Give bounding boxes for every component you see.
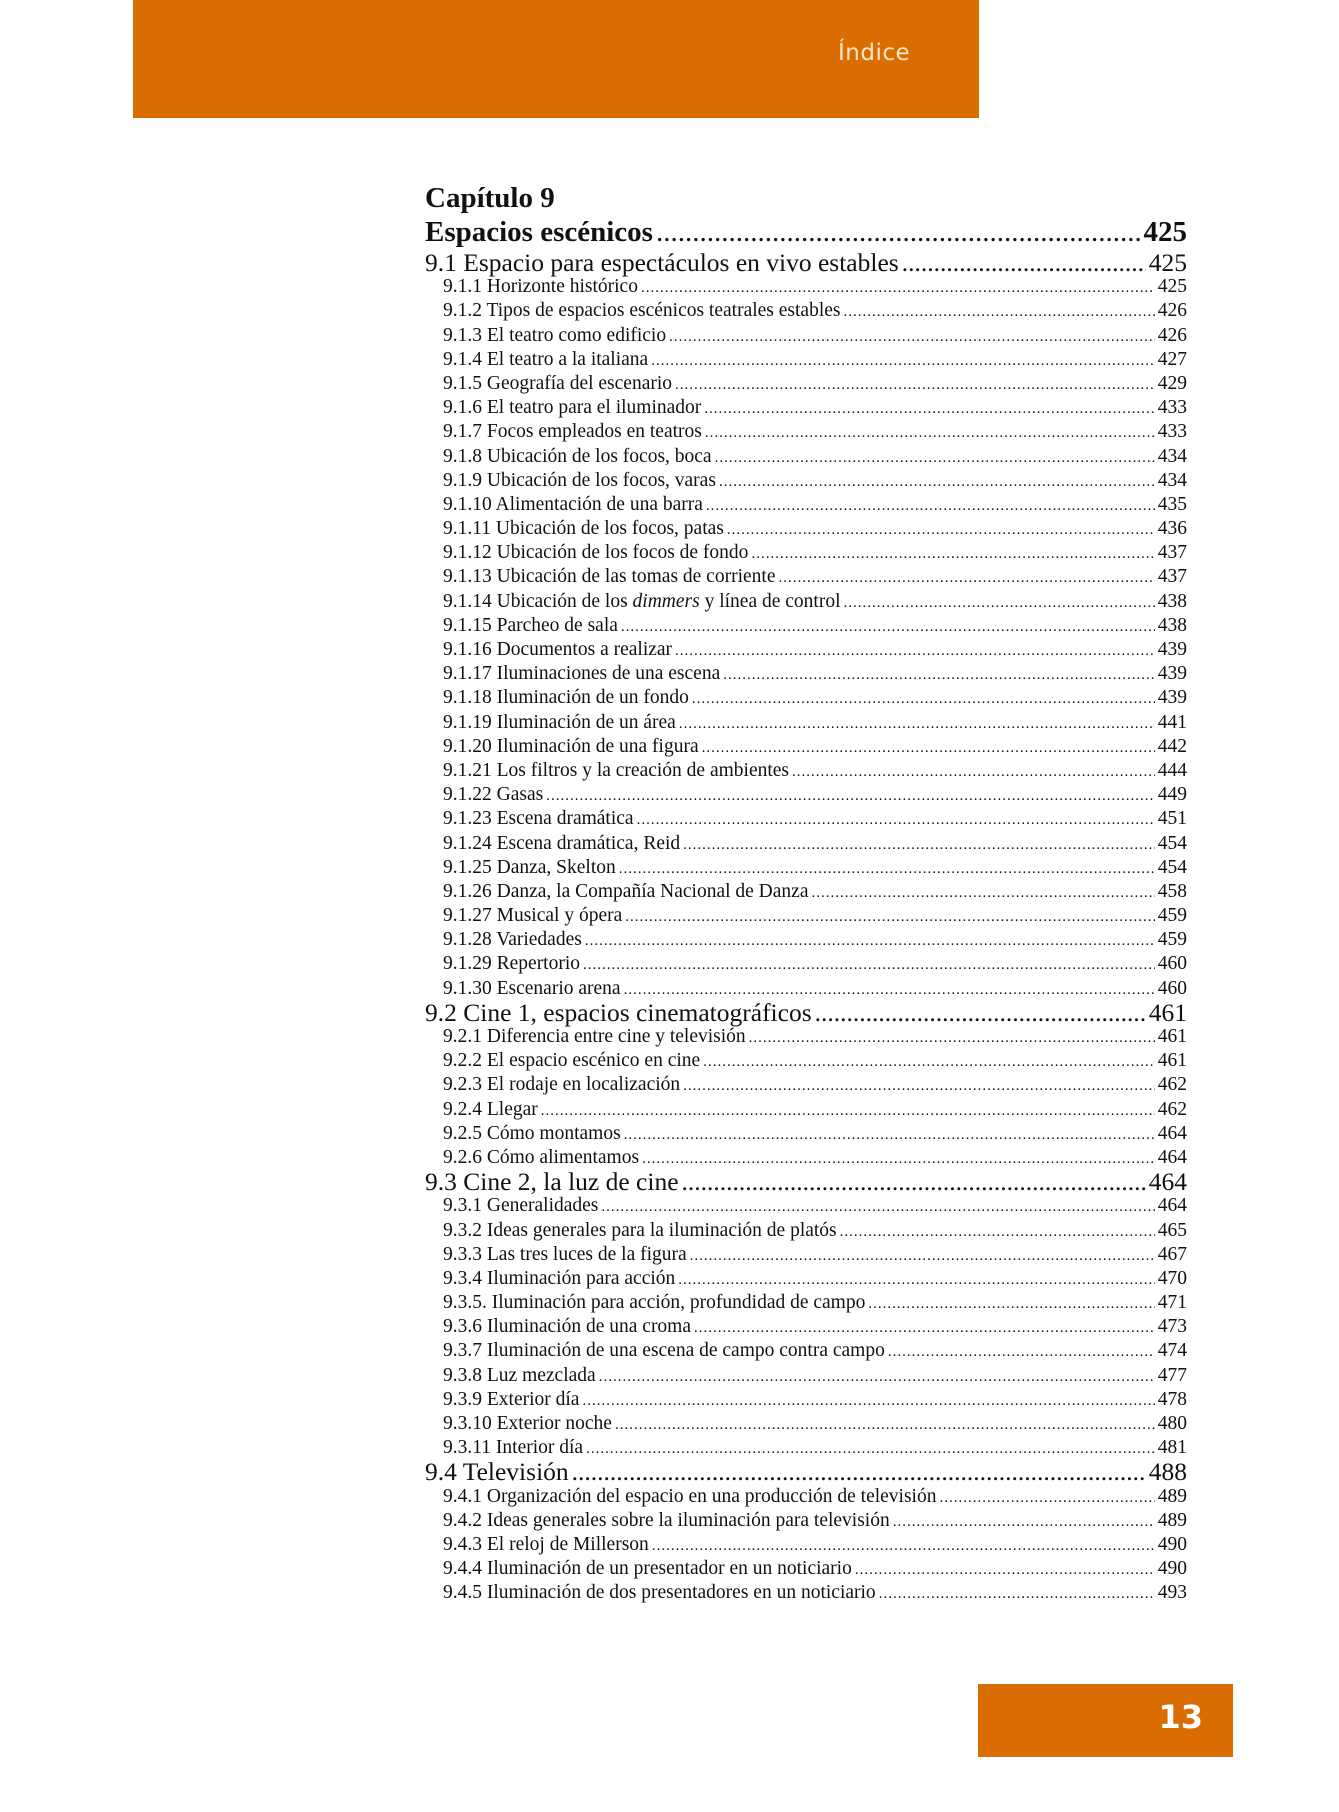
toc-entry[interactable] xyxy=(425,807,1187,831)
toc-entry[interactable] xyxy=(425,324,1187,348)
dot-leader xyxy=(690,1244,1155,1268)
toc-entry-page: 460 xyxy=(1157,953,1187,975)
dot-leader xyxy=(678,1268,1154,1292)
toc-entry[interactable] xyxy=(425,662,1187,686)
dot-leader xyxy=(546,784,1155,808)
toc-entry-page: 464 xyxy=(1157,1195,1187,1217)
toc-entry[interactable] xyxy=(425,952,1187,976)
toc-entry-title: 9.1.4 El teatro a la italiana xyxy=(443,348,649,370)
toc-entry-page: 470 xyxy=(1157,1267,1187,1289)
dot-leader xyxy=(879,1582,1155,1606)
table-of-contents xyxy=(425,180,1187,1606)
toc-entry-title-part: y línea de control xyxy=(699,590,841,612)
toc-entry-page: 490 xyxy=(1157,1558,1187,1580)
toc-entry[interactable] xyxy=(425,1194,1187,1218)
toc-entry-page: 425 xyxy=(1143,216,1187,248)
dot-leader xyxy=(703,1050,1155,1074)
toc-entry-page: 458 xyxy=(1157,880,1187,902)
dot-leader xyxy=(778,566,1154,590)
toc-entry-title-part: 9.1.14 Ubicación de los xyxy=(443,590,633,612)
dot-leader xyxy=(637,808,1155,832)
toc-entry-title: 9.4.1 Organización del espacio en una producción de televisión xyxy=(443,1485,937,1507)
toc-entry-title: 9.4.5 Iluminación de dos presentadores en un noticiario xyxy=(443,1582,876,1604)
toc-entry[interactable] xyxy=(425,420,1187,444)
dot-leader xyxy=(624,1123,1155,1147)
dot-leader xyxy=(704,397,1154,421)
toc-entry-title: 9.1.29 Repertorio xyxy=(443,953,581,975)
toc-entry[interactable] xyxy=(425,1388,1187,1412)
toc-entry-title: 9.1.21 Los filtros y la creación de ambientes xyxy=(443,759,790,781)
dot-leader xyxy=(893,1510,1155,1534)
toc-entry[interactable] xyxy=(425,1219,1187,1243)
dot-leader xyxy=(656,216,1141,249)
toc-entry-title: 9.1.5 Geografía del escenario xyxy=(443,372,673,394)
toc-entry-title: 9.2 Cine 1, espacios cinematográficos xyxy=(425,997,812,1027)
toc-entry[interactable] xyxy=(425,469,1187,493)
toc-entry-title: 9.1.19 Iluminación de un área xyxy=(443,711,676,733)
dot-leader xyxy=(683,1074,1155,1098)
dot-leader xyxy=(815,1001,1146,1025)
toc-entry-page: 449 xyxy=(1157,784,1187,806)
toc-entry-page: 464 xyxy=(1148,1167,1187,1197)
toc-entry-page: 454 xyxy=(1157,856,1187,878)
toc-entry-page: 489 xyxy=(1157,1509,1187,1531)
toc-entry[interactable] xyxy=(425,396,1187,420)
toc-entry-title: 9.1.7 Focos empleados en teatros xyxy=(443,421,702,443)
toc-entry-page: 425 xyxy=(1148,248,1187,277)
toc-entry[interactable] xyxy=(425,1412,1187,1436)
toc-entry-page: 467 xyxy=(1157,1243,1187,1265)
toc-entry-page: 459 xyxy=(1157,905,1187,927)
toc-entry-page: 489 xyxy=(1157,1485,1187,1507)
dot-leader xyxy=(615,1413,1155,1437)
toc-entry[interactable] xyxy=(425,614,1187,638)
toc-entry-page: 435 xyxy=(1157,493,1187,515)
dot-leader xyxy=(705,421,1155,445)
toc-entry-page: 436 xyxy=(1157,518,1187,540)
toc-entry-title: 9.1.26 Danza, la Compañía Nacional de Danza xyxy=(443,880,809,902)
toc-entry-page: 438 xyxy=(1157,614,1187,636)
toc-entry[interactable] xyxy=(425,1339,1187,1363)
toc-entry-page: 441 xyxy=(1157,711,1187,733)
toc-entry-title: 9.1.1 Horizonte histórico xyxy=(443,276,638,298)
dot-leader xyxy=(682,1170,1146,1194)
toc-entry-title: 9.2.1 Diferencia entre cine y televisión xyxy=(443,1026,746,1047)
toc-entry[interactable] xyxy=(425,541,1187,565)
toc-entry-page: 427 xyxy=(1157,348,1187,370)
toc-entry-title: 9.1.20 Iluminación de una figura xyxy=(443,735,699,757)
toc-entry-title: 9.1.15 Parcheo de sala xyxy=(443,614,618,636)
toc-entry[interactable] xyxy=(425,1315,1187,1339)
toc-entry-page: 464 xyxy=(1157,1122,1187,1144)
dot-leader xyxy=(642,1147,1155,1171)
toc-entry[interactable] xyxy=(425,904,1187,928)
toc-entry-page: 438 xyxy=(1157,590,1187,612)
toc-entry-page: 429 xyxy=(1157,372,1187,394)
toc-entry-title: 9.3.11 Interior día xyxy=(443,1437,584,1459)
toc-entry-title: 9.3.2 Ideas generales para la iluminación de platós xyxy=(443,1219,837,1241)
toc-entry[interactable] xyxy=(425,783,1187,807)
toc-entry[interactable] xyxy=(425,856,1187,880)
dot-leader xyxy=(675,373,1155,397)
dot-leader xyxy=(723,663,1155,687)
dot-leader xyxy=(719,470,1155,494)
toc-entry-page: 461 xyxy=(1157,1050,1187,1072)
toc-entry[interactable] xyxy=(425,1533,1187,1557)
toc-entry[interactable] xyxy=(425,1457,1187,1487)
dot-leader xyxy=(939,1486,1154,1510)
toc-entry-title: 9.1.13 Ubicación de las tomas de corriente xyxy=(443,566,776,588)
page-number: 13 xyxy=(1158,1698,1203,1736)
page-number-tab xyxy=(978,1684,1233,1757)
toc-entry-page: 434 xyxy=(1157,445,1187,467)
toc-entry-title: 9.1.17 Iluminaciones de una escena xyxy=(443,663,721,685)
toc-entry-page: 459 xyxy=(1157,929,1187,951)
toc-entry[interactable] xyxy=(425,590,1187,614)
toc-entry-title: 9.1.25 Danza, Skelton xyxy=(443,856,616,878)
toc-entry[interactable] xyxy=(425,1557,1187,1581)
dot-leader xyxy=(599,1365,1155,1389)
toc-entry-title: 9.2.2 El espacio escénico en cine xyxy=(443,1050,701,1072)
toc-entry[interactable] xyxy=(425,372,1187,396)
toc-entry-title: 9.4.4 Iluminación de un presentador en un noticiario xyxy=(443,1558,852,1580)
dot-leader xyxy=(572,1460,1146,1484)
dot-leader xyxy=(601,1195,1154,1219)
toc-entry-title: 9.2.3 El rodaje en localización xyxy=(443,1074,681,1096)
toc-entry-title: 9.3.3 Las tres luces de la figura xyxy=(443,1243,687,1265)
dot-leader xyxy=(621,615,1155,639)
dot-leader xyxy=(625,905,1154,929)
toc-entry-page: 434 xyxy=(1157,469,1187,491)
toc-entry-title: 9.1 Espacio para espectáculos en vivo estables xyxy=(425,248,899,277)
toc-entry-title: 9.3.1 Generalidades xyxy=(443,1195,599,1217)
toc-entry-page: 451 xyxy=(1157,808,1187,830)
toc-entry[interactable] xyxy=(425,1167,1187,1197)
dot-leader xyxy=(641,276,1155,300)
dot-leader xyxy=(651,349,1155,373)
toc-entry[interactable] xyxy=(425,1291,1187,1315)
dot-leader xyxy=(582,1389,1154,1413)
toc-entry[interactable] xyxy=(425,880,1187,904)
dot-leader xyxy=(749,1026,1155,1050)
dot-leader xyxy=(669,325,1155,349)
toc-entry-title: 9.2.4 Llegar xyxy=(443,1098,538,1120)
toc-entry-title: Espacios escénicos xyxy=(425,216,653,248)
dot-leader xyxy=(811,881,1154,905)
toc-entry-page: 460 xyxy=(1157,977,1187,999)
toc-entry-page: 425 xyxy=(1157,276,1187,298)
dot-leader xyxy=(702,736,1155,760)
toc-entry[interactable] xyxy=(425,1025,1187,1049)
dot-leader xyxy=(586,1437,1155,1461)
dot-leader xyxy=(888,1340,1155,1364)
dot-leader xyxy=(694,1316,1155,1340)
toc-entry[interactable] xyxy=(425,735,1187,759)
toc-entry-title: 9.1.30 Escenario arena xyxy=(443,977,621,999)
dot-leader xyxy=(855,1558,1155,1582)
toc-entry-title: 9.3.4 Iluminación para acción xyxy=(443,1267,676,1289)
toc-entry[interactable] xyxy=(425,1243,1187,1267)
toc-entry[interactable] xyxy=(425,493,1187,517)
dot-leader xyxy=(692,687,1155,711)
toc-entry-title: 9.1.3 El teatro como edificio xyxy=(443,324,667,346)
toc-entry-page: 477 xyxy=(1157,1364,1187,1386)
toc-entry-title: 9.3.9 Exterior día xyxy=(443,1388,580,1410)
dot-leader xyxy=(902,251,1146,275)
toc-entry-page: 461 xyxy=(1148,997,1187,1027)
toc-entry[interactable] xyxy=(425,928,1187,952)
dot-leader xyxy=(844,591,1155,615)
dot-leader xyxy=(583,953,1155,977)
dot-leader xyxy=(619,857,1155,881)
toc-entry-page: 442 xyxy=(1157,735,1187,757)
toc-entry-page: 426 xyxy=(1157,324,1187,346)
toc-entry[interactable] xyxy=(425,997,1187,1027)
toc-entry-page: 454 xyxy=(1157,832,1187,854)
toc-entry[interactable] xyxy=(425,686,1187,710)
toc-entry[interactable] xyxy=(425,638,1187,662)
toc-entry-title: 9.1.24 Escena dramática, Reid xyxy=(443,832,681,854)
toc-entry-title: 9.1.16 Documentos a realizar xyxy=(443,639,673,660)
dot-leader xyxy=(727,518,1155,542)
toc-entry[interactable] xyxy=(425,445,1187,469)
dot-leader xyxy=(541,1099,1155,1123)
toc-entry-title: 9.1.8 Ubicación de los focos, boca xyxy=(443,445,712,467)
toc-entry[interactable] xyxy=(425,1267,1187,1291)
toc-entry[interactable] xyxy=(425,1073,1187,1097)
toc-entry-page: 490 xyxy=(1157,1533,1187,1555)
toc-entry-title: 9.3.6 Iluminación de una croma xyxy=(443,1316,692,1338)
toc-entry-title: 9.1.9 Ubicación de los focos, varas xyxy=(443,469,716,491)
toc-entry[interactable] xyxy=(425,1049,1187,1073)
toc-entry[interactable] xyxy=(425,348,1187,372)
dot-leader xyxy=(675,639,1155,663)
toc-entry-title-italic: dimmers xyxy=(632,590,700,612)
toc-entry-title: 9.3.10 Exterior noche xyxy=(443,1413,612,1434)
dot-leader xyxy=(715,446,1155,470)
dot-leader xyxy=(679,712,1155,736)
toc-entry-title xyxy=(443,590,841,614)
toc-entry-page: 481 xyxy=(1157,1437,1187,1459)
toc-entry[interactable] xyxy=(425,216,1187,251)
dot-leader xyxy=(585,929,1155,953)
toc-list xyxy=(425,216,1187,1606)
toc-entry-title: 9.4.2 Ideas generales sobre la iluminación para televisión xyxy=(443,1509,890,1531)
toc-entry[interactable] xyxy=(425,248,1187,277)
toc-entry-page: 437 xyxy=(1157,566,1187,588)
toc-entry-page: 462 xyxy=(1157,1098,1187,1120)
toc-entry-page: 471 xyxy=(1157,1292,1187,1314)
toc-entry[interactable] xyxy=(425,299,1187,323)
toc-entry-page: 426 xyxy=(1157,300,1187,322)
toc-entry[interactable] xyxy=(425,1364,1187,1388)
toc-entry-page: 478 xyxy=(1157,1388,1187,1410)
toc-entry-title: 9.1.2 Tipos de espacios escénicos teatrales estables xyxy=(443,300,841,322)
toc-entry-title: 9.3.8 Luz mezclada xyxy=(443,1364,596,1386)
toc-entry[interactable] xyxy=(425,565,1187,589)
chapter-label: Capítulo 9 xyxy=(425,182,555,214)
section-title: Índice xyxy=(838,40,911,66)
dot-leader xyxy=(706,494,1155,518)
toc-entry-page: 433 xyxy=(1157,397,1187,419)
toc-entry-title: 9.1.18 Iluminación de un fondo xyxy=(443,687,689,709)
toc-entry-page: 462 xyxy=(1157,1074,1187,1096)
toc-entry-page: 444 xyxy=(1157,759,1187,781)
toc-entry-title: 9.1.6 El teatro para el iluminador xyxy=(443,397,702,419)
toc-entry-title: 9.3.5. Iluminación para acción, profundidad de campo xyxy=(443,1292,866,1314)
toc-entry[interactable] xyxy=(425,1509,1187,1533)
toc-entry-title: 9.2.6 Cómo alimentamos xyxy=(443,1146,640,1168)
dot-leader xyxy=(840,1220,1155,1244)
toc-entry-title: 9.1.28 Variedades xyxy=(443,929,582,951)
toc-entry-title: 9.1.27 Musical y ópera xyxy=(443,905,623,927)
toc-entry[interactable] xyxy=(425,1485,1187,1509)
toc-entry-title: 9.1.12 Ubicación de los focos de fondo xyxy=(443,542,749,564)
toc-entry[interactable] xyxy=(425,1122,1187,1146)
toc-entry[interactable] xyxy=(425,759,1187,783)
toc-entry[interactable] xyxy=(425,275,1187,299)
toc-entry-page: 465 xyxy=(1157,1219,1187,1241)
toc-entry-page: 439 xyxy=(1157,639,1187,660)
toc-entry-page: 488 xyxy=(1148,1457,1187,1487)
dot-leader xyxy=(868,1292,1154,1316)
toc-entry-page: 439 xyxy=(1157,663,1187,685)
toc-entry[interactable] xyxy=(425,1098,1187,1122)
dot-leader xyxy=(792,760,1155,784)
toc-entry-title: 9.3 Cine 2, la luz de cine xyxy=(425,1167,679,1197)
toc-entry-page: 439 xyxy=(1157,687,1187,709)
dot-leader xyxy=(844,300,1155,324)
toc-entry-page: 493 xyxy=(1157,1582,1187,1604)
toc-entry[interactable] xyxy=(425,711,1187,735)
toc-entry[interactable] xyxy=(425,517,1187,541)
toc-entry-title: 9.1.23 Escena dramática xyxy=(443,808,634,830)
toc-entry[interactable] xyxy=(425,1581,1187,1605)
toc-entry-page: 461 xyxy=(1157,1026,1187,1047)
toc-entry-page: 464 xyxy=(1157,1146,1187,1168)
toc-entry-title: 9.2.5 Cómo montamos xyxy=(443,1122,621,1144)
toc-entry-page: 433 xyxy=(1157,421,1187,443)
toc-entry-title: 9.4.3 El reloj de Millerson xyxy=(443,1533,649,1555)
toc-entry-page: 474 xyxy=(1157,1340,1187,1362)
toc-entry-page: 480 xyxy=(1157,1413,1187,1434)
dot-leader xyxy=(751,542,1154,566)
toc-entry-page: 437 xyxy=(1157,542,1187,564)
toc-entry[interactable] xyxy=(425,832,1187,856)
toc-entry-title: 9.1.10 Alimentación de una barra xyxy=(443,493,703,515)
dot-leader xyxy=(683,833,1155,857)
toc-entry-page: 473 xyxy=(1157,1316,1187,1338)
toc-entry-title: 9.1.22 Gasas xyxy=(443,784,544,806)
toc-entry-title: 9.4 Televisión xyxy=(425,1457,569,1487)
dot-leader xyxy=(652,1534,1155,1558)
toc-entry-title: 9.1.11 Ubicación de los focos, patas xyxy=(443,518,724,540)
toc-entry-title: 9.3.7 Iluminación de una escena de campo contra campo xyxy=(443,1340,885,1362)
